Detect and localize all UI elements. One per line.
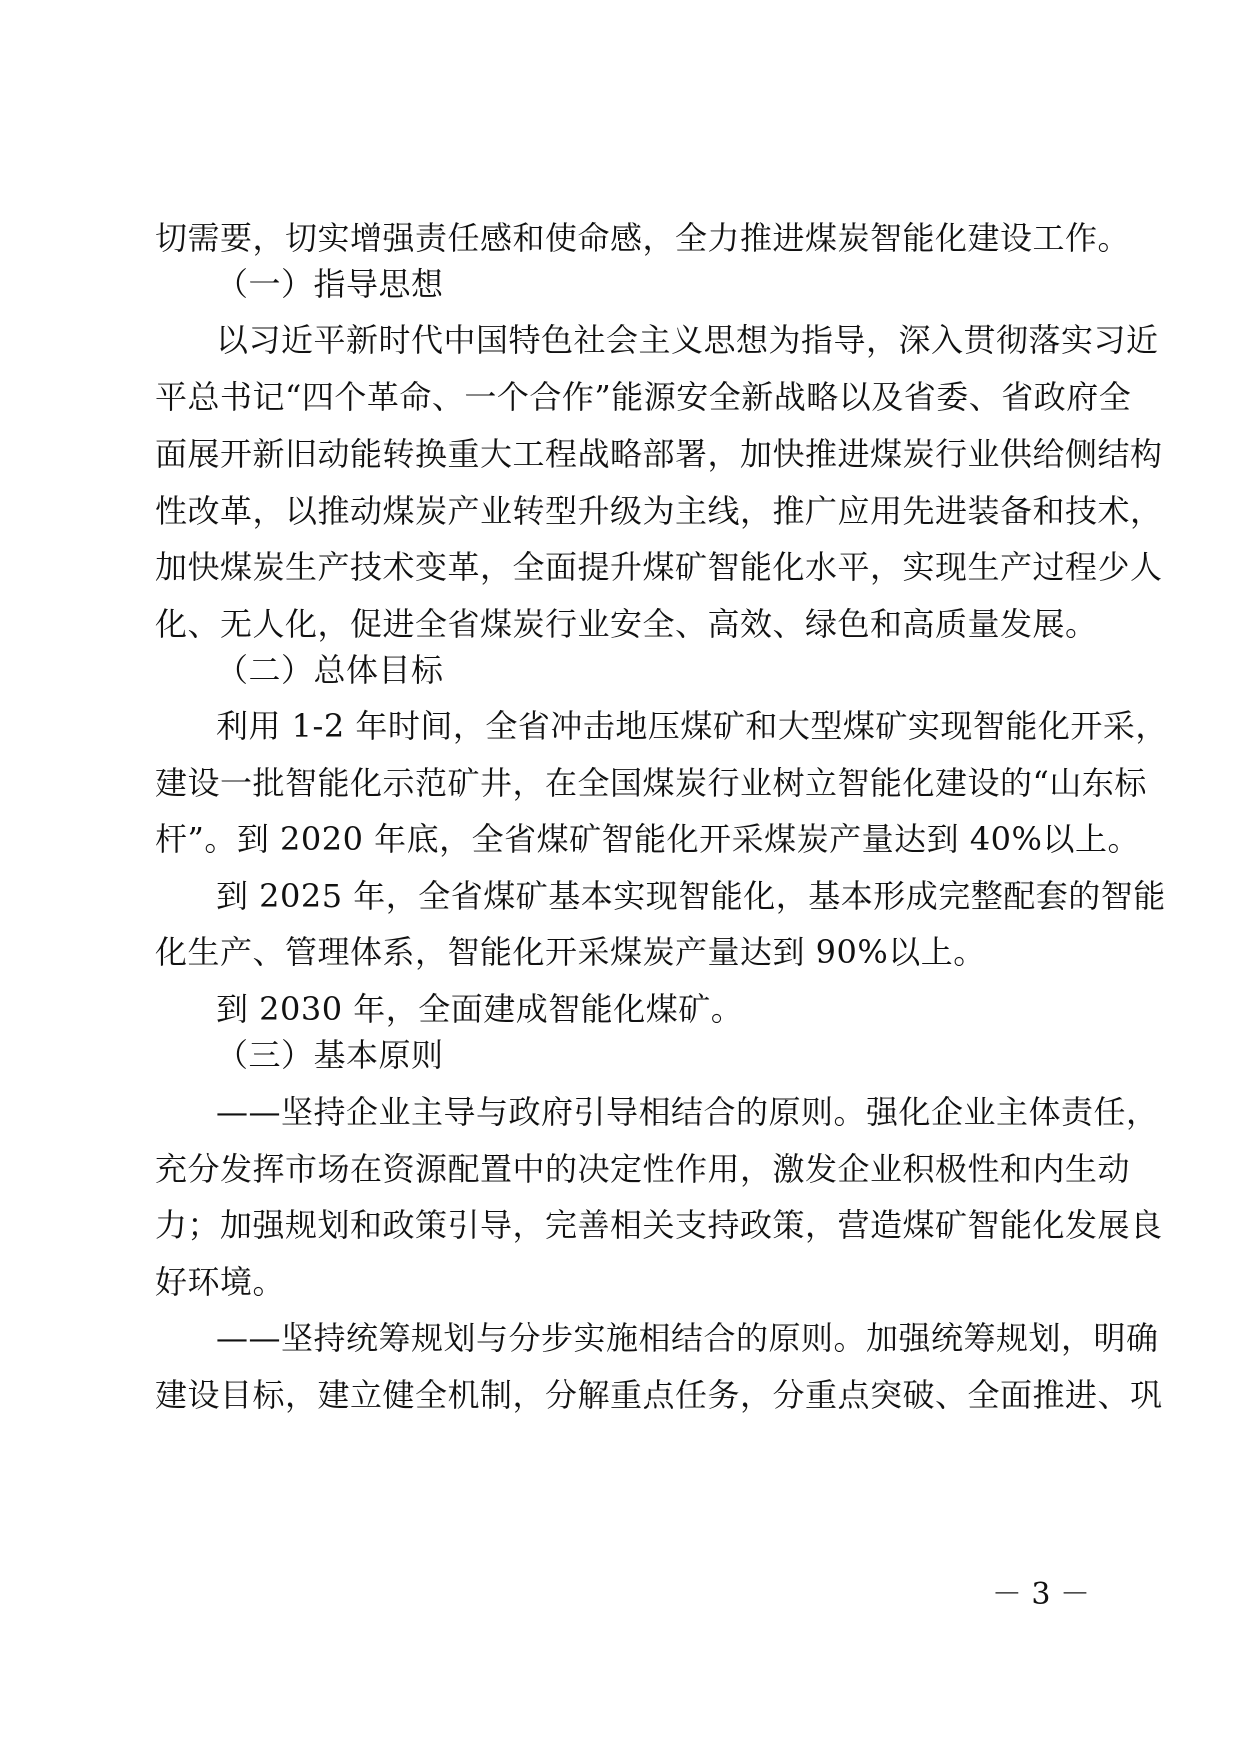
text-line: 到 2030 年，全面建成智能化煤矿。 — [216, 990, 744, 1028]
text-line: 加快煤炭生产技术变革，全面提升煤矿智能化水平，实现生产过程少人 — [155, 548, 1163, 586]
text-line: 杆”。到 2020 年底，全省煤矿智能化开采煤炭产量达到 40%以上。 — [155, 820, 1140, 858]
text-line: 到 2025 年，全省煤矿基本实现智能化，基本形成完整配套的智能 — [216, 877, 1166, 915]
text-line: 性改革，以推动煤炭产业转型升级为主线，推广应用先进装备和技术， — [155, 492, 1163, 530]
text-line: 以习近平新时代中国特色社会主义思想为指导，深入贯彻落实习近 — [216, 321, 1159, 359]
text-line: 好环境。 — [155, 1263, 286, 1301]
page-number: － 3 － — [991, 1577, 1090, 1612]
section-heading-guiding-ideology: （一）指导思想 — [216, 265, 444, 303]
section-heading-basic-principles: （三）基本原则 — [216, 1036, 444, 1074]
text-line: 充分发挥市场在资源配置中的决定性作用，激发企业积极性和内生动 — [155, 1150, 1131, 1188]
text-line: 化、无人化，促进全省煤炭行业安全、高效、绿色和高质量发展。 — [155, 605, 1098, 643]
text-line: 利用 1-2 年时间，全省冲击地压煤矿和大型煤矿实现智能化开采， — [216, 707, 1168, 745]
text-line: 力；加强规划和政策引导，完善相关支持政策，营造煤矿智能化发展良 — [155, 1206, 1163, 1244]
text-line: ——坚持企业主导与政府引导相结合的原则。强化企业主体责任， — [216, 1093, 1159, 1131]
text-line: 化生产、管理体系，智能化开采煤炭产量达到 90%以上。 — [155, 933, 986, 971]
section-heading-overall-goal: （二）总体目标 — [216, 651, 444, 689]
text-line: 建设一批智能化示范矿井，在全国煤炭行业树立智能化建设的“山东标 — [155, 764, 1147, 802]
text-line: ——坚持统筹规划与分步实施相结合的原则。加强统筹规划，明确 — [216, 1319, 1159, 1357]
text-line: 面展开新旧动能转换重大工程战略部署，加快推进煤炭行业供给侧结构 — [155, 435, 1163, 473]
text-line: 建设目标，建立健全机制，分解重点任务，分重点突破、全面推进、巩 — [155, 1376, 1163, 1414]
text-line: 切需要，切实增强责任感和使命感，全力推进煤炭智能化建设工作。 — [155, 219, 1131, 257]
text-line: 平总书记“四个革命、一个合作”能源安全新战略以及省委、省政府全 — [155, 378, 1132, 416]
